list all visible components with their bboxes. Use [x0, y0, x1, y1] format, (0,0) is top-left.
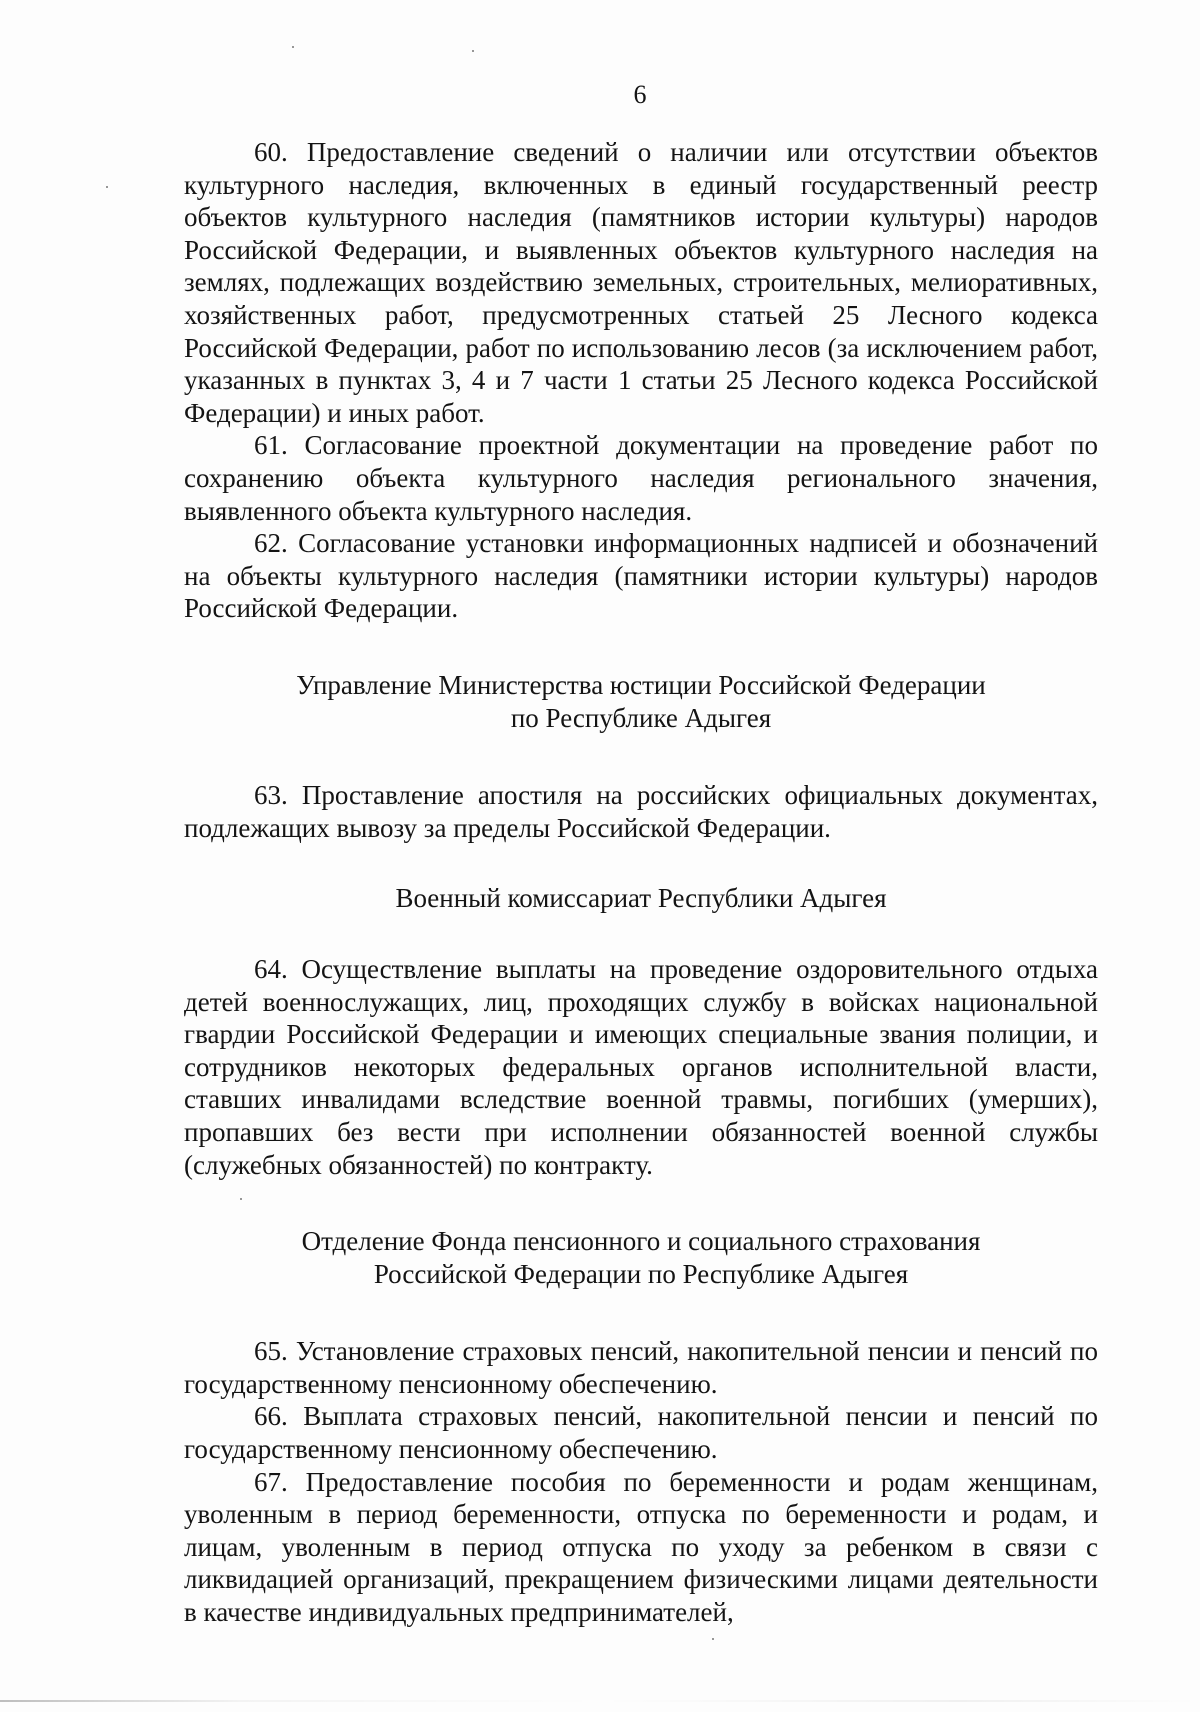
document-body	[184, 136, 1098, 1629]
scan-speck	[712, 1638, 714, 1640]
paragraph-67: 67. Предоставление пособия по беременности и родам женщинам, уволенным в период беременности, отпуска по беременности и родам, и лицам, уволенным в период отпуска по уходу за ребенком в связи с ликвидацией организаций, прекращением физическими лицами деятельности в качестве индивидуальных предпринимателей,	[184, 1466, 1098, 1627]
paragraph-66: 66. Выплата страховых пенсий, накопительной пенсии и пенсий по государственному пенсионному обеспечению.	[184, 1401, 1098, 1465]
paragraph-63: 63. Проставление апостиля на российских официальных документах, подлежащих вывозу за пределы Российской Федерации.	[184, 779, 1098, 843]
scan-speck	[240, 1198, 242, 1200]
scan-speck	[472, 50, 474, 52]
scan-speck	[292, 46, 294, 48]
paragraph-65: 65. Установление страховых пенсий, накопительной пенсии и пенсий по государственному пенсионному обеспечению.	[184, 1336, 1098, 1399]
spacer	[184, 1291, 1098, 1335]
paragraph-60: 60. Предоставление сведений о наличии или отсутствии объектов культурного наследия, включенных в единый государственный реестр объектов культурного наследия (памятников истории культуры) народов Российской Федерации, и выявленных объектов культурного наследия на землях, подлежащих воздействию земельных, строительных, мелиоративных, хозяйственных работ, предусмотренных статьей 25 Лесного кодекса Российской Федерации, работ по использованию лесов (за исключением работ, указанных в пунктах 3, 4 и 7 части 1 статьи 25 Лесного кодекса Российской Федерации) и иных работ.	[184, 137, 1098, 428]
spacer	[184, 844, 1098, 882]
paragraph-64: 64. Осуществление выплаты на проведение оздоровительного отдыха детей военнослужащих, лиц, проходящих службу в войсках национальной гвардии Российской Федерации и имеющих специальные звания полиции, и сотрудников некоторых федеральных органов исполнительной власти, ставших инвалидами вследствие военной травмы, погибших (умерших), пропавших без вести при исполнении обязанностей военной службы (служебных обязанностей) по контракту.	[184, 954, 1098, 1180]
heading-military: Военный комиссариат Республики Адыгея	[395, 883, 887, 914]
spacer	[184, 735, 1098, 779]
spacer	[184, 915, 1098, 953]
scan-speck	[106, 186, 108, 188]
scan-edge-smudge	[0, 1700, 1200, 1702]
heading-fund-line-2: Российской Федерации по Республике Адыгея	[373, 1259, 909, 1290]
spacer	[184, 625, 1098, 669]
heading-justice-line-1: Управление Министерства юстиции Российской Федерации	[296, 669, 986, 700]
paragraph-61: 61. Согласование проектной документации на проведение работ по сохранению объекта культурного наследия регионального значения, выявленного объекта культурного наследия.	[184, 430, 1098, 526]
paragraph-62: 62. Согласование установки информационных надписей и обозначений на объекты культурного наследия (памятники истории культуры) народов Российской Федерации.	[184, 528, 1098, 624]
heading-justice-line-2: по Республике Адыгея	[510, 702, 772, 733]
page-number: 6	[633, 80, 647, 109]
spacer	[184, 1181, 1098, 1225]
heading-fund-line-1: Отделение Фонда пенсионного и социального страхования	[301, 1226, 981, 1257]
